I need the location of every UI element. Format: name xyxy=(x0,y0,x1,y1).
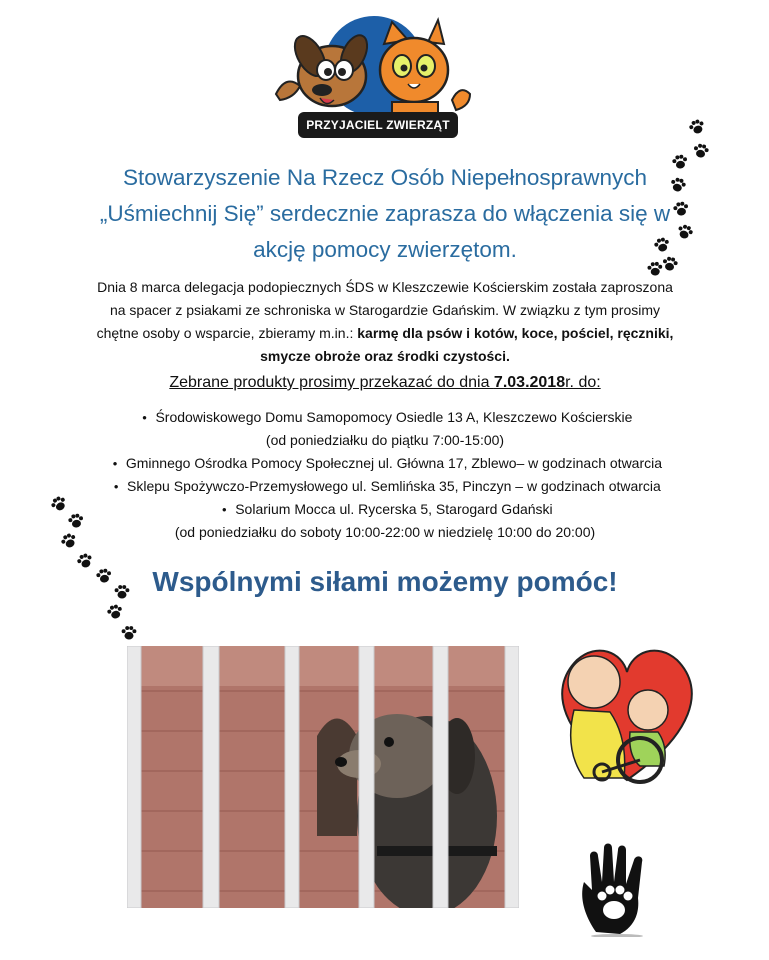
paw-print-icon xyxy=(670,152,691,173)
intro-line xyxy=(60,322,710,345)
heading-line: akcję pomocy zwierzętom. xyxy=(253,237,517,262)
location-text: Gminnego Ośrodka Pomocy Społecznej ul. Główna 17, Zblewo– w godzinach otwarcia xyxy=(125,455,663,471)
location-item xyxy=(60,406,710,452)
bullet: • xyxy=(222,502,227,517)
dog-icon xyxy=(276,31,372,106)
location-text: Sklepu Spożywczo-Przemysłowego ul. Semlińska 35, Pinczyn – w godzinach otwarcia xyxy=(127,478,661,494)
location-text: Środowiskowego Domu Samopomocy Osiedle 13 A, Kleszczewo Kościerskie xyxy=(155,409,633,425)
paw-print-icon xyxy=(645,259,665,279)
intro-bold-text: smycze obroże oraz środki czystości. xyxy=(260,348,510,364)
logo-banner: PRZYJACIEL ZWIERZĄT xyxy=(298,112,458,138)
location-note: (od poniedziałku do soboty 10:00-22:00 w niedzielę 10:00 do 20:00) xyxy=(174,524,596,540)
page-heading xyxy=(80,160,690,268)
location-item xyxy=(60,475,710,498)
heading-line: „Uśmiechnij Się” serdecznie zaprasza do włączenia się w xyxy=(99,201,671,226)
dog-behind-bars-photo xyxy=(127,646,519,908)
bullet: • xyxy=(113,479,119,494)
locations-list xyxy=(60,406,710,544)
intro-text: chętne osoby o wsparcie, zbieramy m.in.: xyxy=(96,325,358,341)
location-item xyxy=(60,452,710,475)
paw-print-icon xyxy=(94,566,115,587)
paw-print-icon xyxy=(66,511,87,532)
slogan: Wspólnymi siłami możemy pomóc! xyxy=(152,566,618,597)
paw-print-icon xyxy=(104,601,126,623)
paw-print-icon xyxy=(113,583,131,601)
location-text: Solarium Mocca ul. Rycerska 5, Starogard Gdański xyxy=(235,501,553,517)
intro-paragraph xyxy=(60,276,710,368)
collect-date: 7.03.2018 xyxy=(493,374,566,391)
intro-bold-text: karmę dla psów i kotów, koce, pościel, ręczniki, xyxy=(357,325,674,341)
intro-line xyxy=(60,345,710,368)
intro-line: Dnia 8 marca delegacja podopiecznych ŚDS w Kleszczewie Kościerskim została zaproszona xyxy=(97,279,673,295)
location-item xyxy=(60,498,710,544)
collect-suffix: r. do: xyxy=(565,374,601,391)
paw-print-icon xyxy=(685,115,708,138)
hand-paw-icon xyxy=(576,842,658,937)
bullet: • xyxy=(112,456,118,471)
paw-print-icon xyxy=(120,624,138,642)
heart-people-wheelchair-icon xyxy=(552,640,702,790)
collect-text: Zebrane produkty prosimy przekazać do dnia xyxy=(169,374,494,391)
location-note: (od poniedziałku do piątku 7:00-15:00) xyxy=(265,432,505,448)
paw-print-icon xyxy=(671,199,692,220)
intro-line: na spacer z psiakami ze schroniska w Starogardzie Gdańskim. W związku z tym prosimy xyxy=(109,302,661,318)
bullet: • xyxy=(142,410,147,425)
collect-notice xyxy=(60,374,710,392)
heading-line: Stowarzyszenie Na Rzecz Osób Niepełnosprawnych xyxy=(123,165,647,190)
paw-print-icon xyxy=(691,141,712,162)
cat-icon xyxy=(380,20,470,116)
